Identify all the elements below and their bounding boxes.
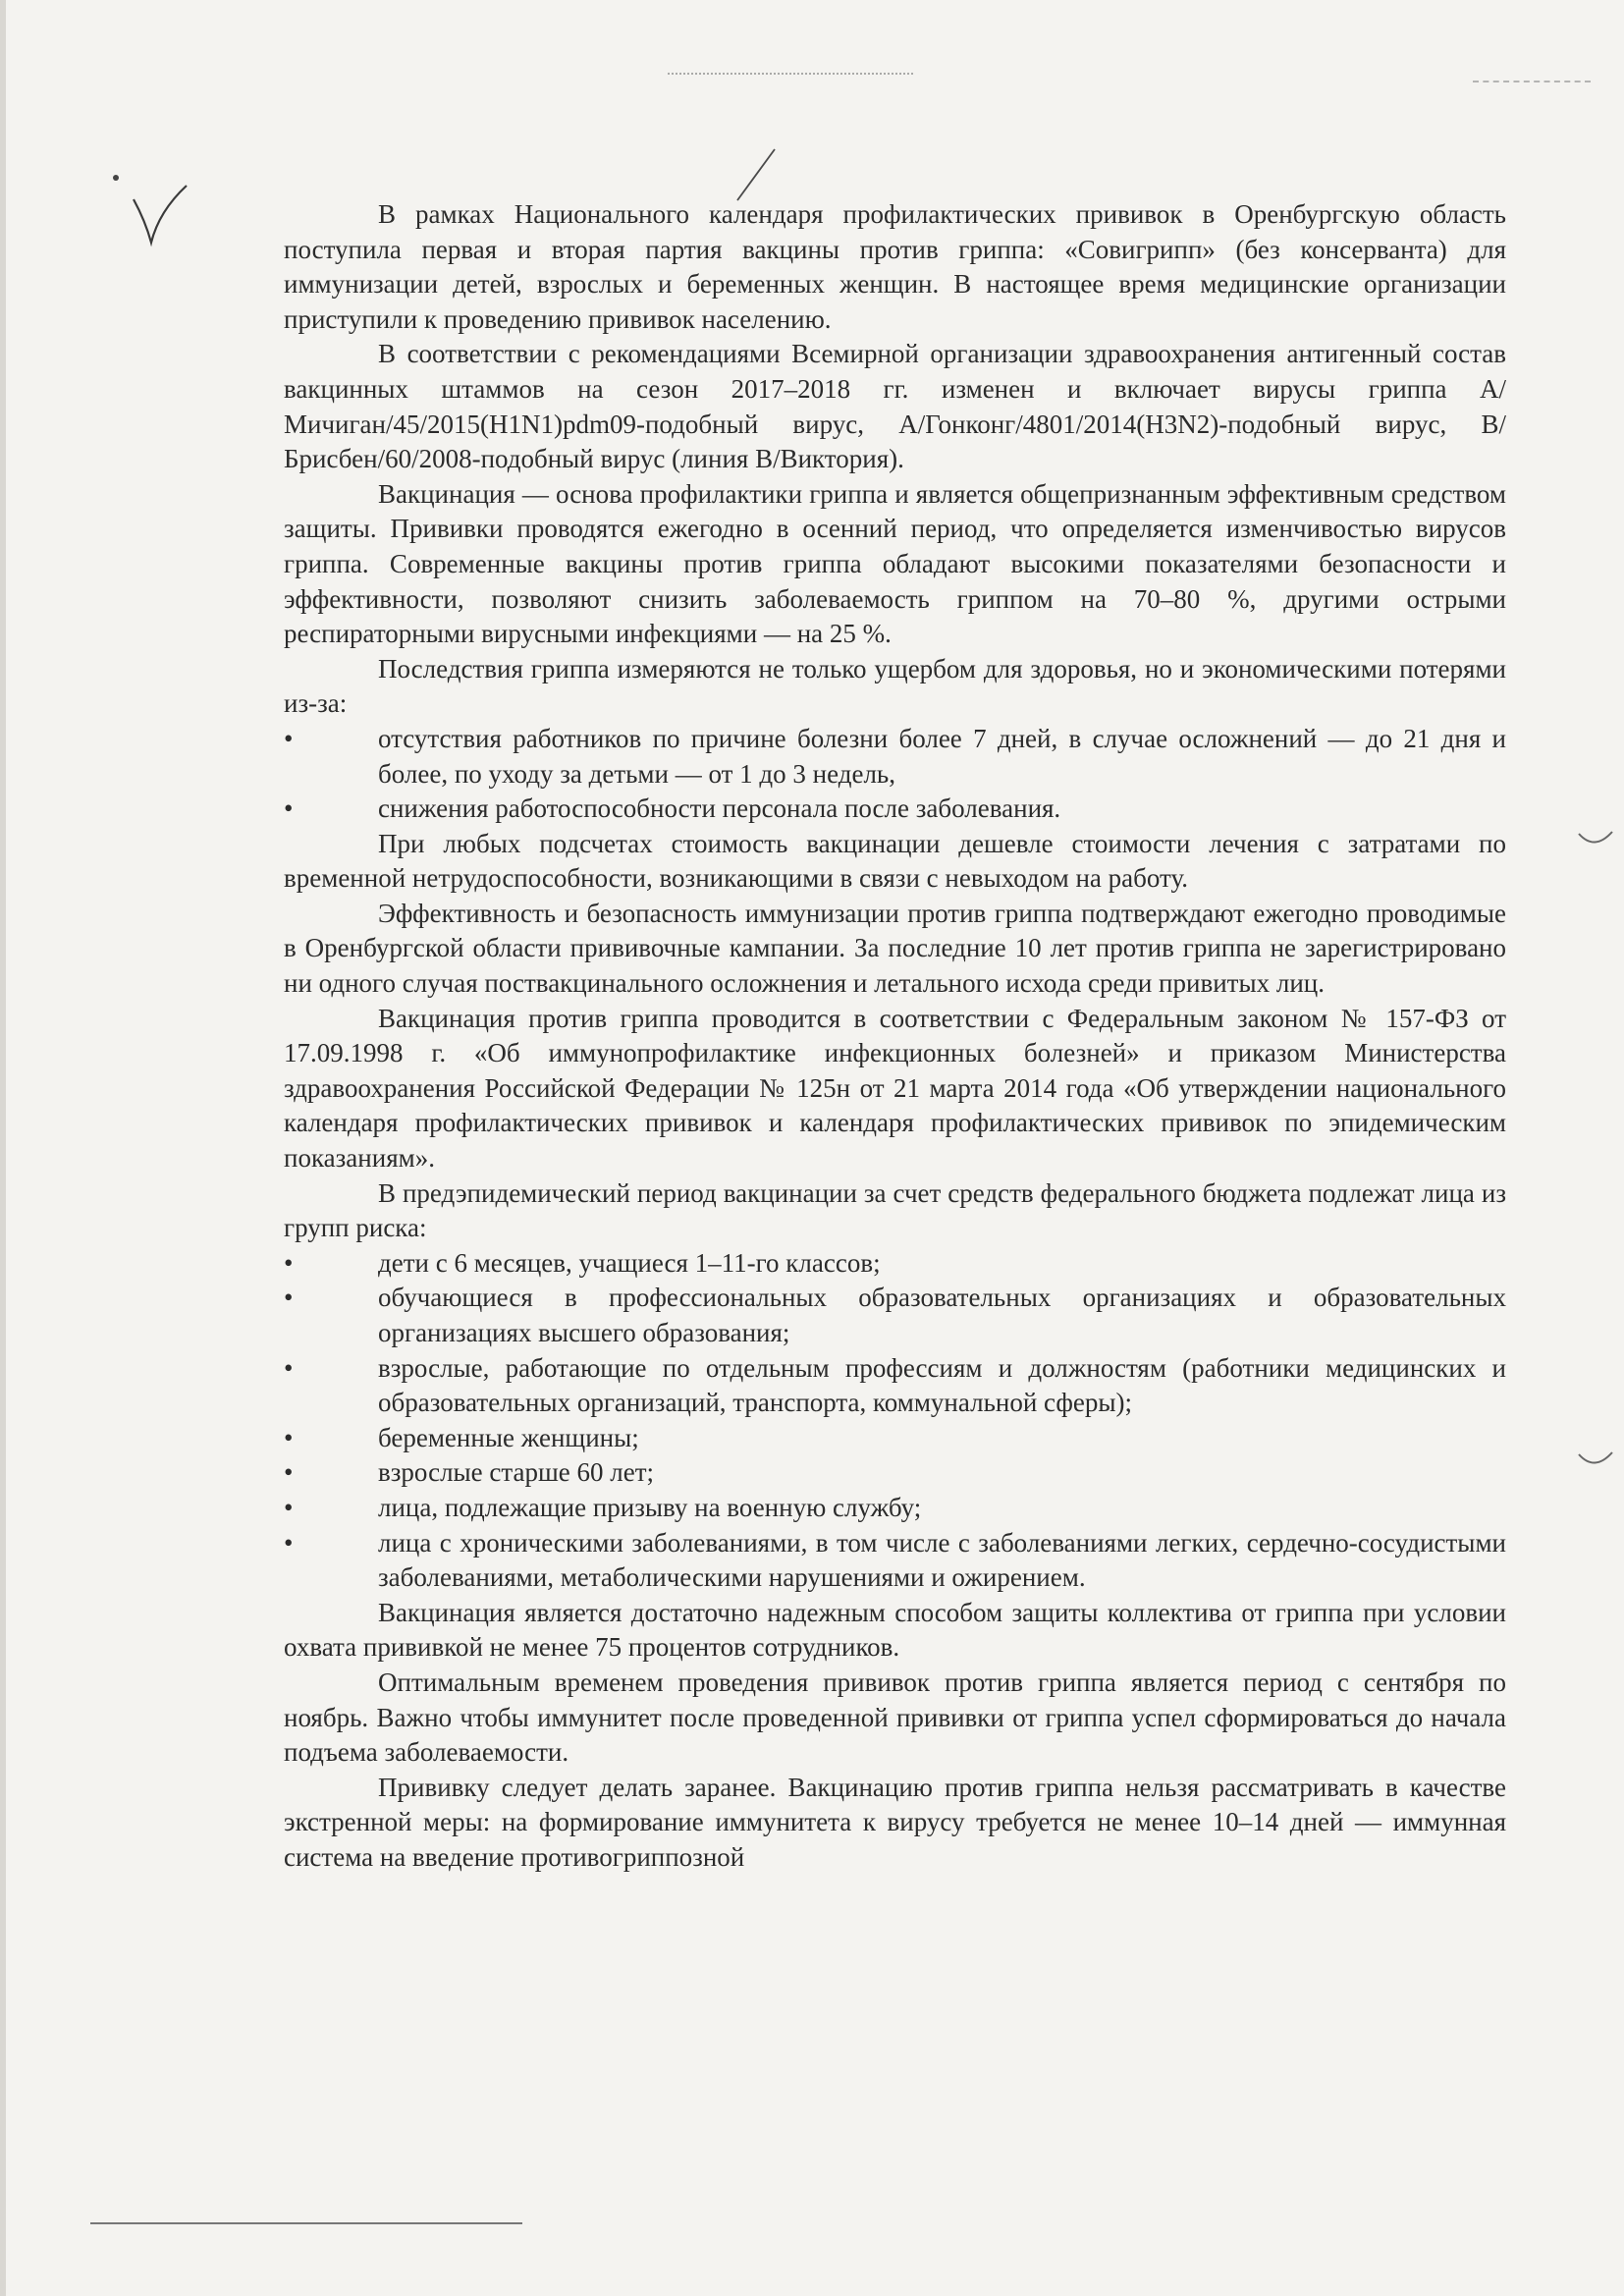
scan-artifact-top (668, 59, 913, 75)
list-item (284, 1246, 1506, 1282)
document-body (284, 197, 1506, 1876)
list-item-text: отсутствия работников по причине болезни более 7 дней, в случае осложнений — до 21 дня и более, по уходу за детьми — от 1 до 3 недель, (378, 723, 1506, 789)
bullet-icon: • (284, 793, 294, 824)
paragraph: Вакцинация является достаточно надежным способом защиты коллектива от гриппа при условии охвата прививкой не менее 75 процентов сотрудников. (284, 1597, 1506, 1663)
list-item-text: дети с 6 месяцев, учащиеся 1–11-го классов; (378, 1247, 881, 1278)
list-item (284, 1491, 1506, 1526)
paragraph: В предэпидемический период вакцинации за счет средств федерального бюджета подлежат лица из групп риска: (284, 1177, 1506, 1243)
punch-hole-mark (1575, 1449, 1614, 1474)
bullet-icon: • (284, 1352, 294, 1383)
handwritten-check-mark (126, 182, 194, 250)
list-item-text: лица, подлежащие призыву на военную службу; (378, 1492, 922, 1522)
list-item (284, 1526, 1506, 1596)
list-item (284, 1455, 1506, 1491)
list-item-text: взрослые, работающие по отдельным профессиям и должностям (работники медицинских и образовательных организаций, транспорта, коммунальной сферы); (378, 1352, 1506, 1418)
list-item-text: беременные женщины; (378, 1422, 639, 1452)
list-item (284, 1421, 1506, 1456)
list-item (284, 722, 1506, 792)
bullet-list (284, 722, 1506, 827)
bullet-icon: • (284, 1247, 294, 1278)
paragraph: Вакцинация против гриппа проводится в соответствии с Федеральным законом № 157-ФЗ от 17.09.1998 г. «Об иммунопрофилактике инфекционных болезней» и приказом Министерства здравоохранения Российской Федерации № 125н от 21 марта 2014 года «Об утверждении национального календаря профилактических прививок и календаря профилактических прививок по эпидемическим показаниям». (284, 1003, 1506, 1174)
list-item-text: обучающиеся в профессиональных образовательных организациях и образовательных организациях высшего образования; (378, 1283, 1506, 1347)
punch-hole-mark (1575, 828, 1614, 853)
bullet-icon: • (284, 1422, 294, 1452)
bullet-icon: • (284, 1457, 294, 1488)
bullet-icon: • (284, 723, 294, 753)
paragraph: Последствия гриппа измеряются не только ущербом для здоровья, но и экономическими потерями из-за: (284, 653, 1506, 719)
list-item (284, 792, 1506, 827)
scan-artifact-top-right (1473, 71, 1591, 82)
paragraph: Прививку следует делать заранее. Вакцинацию против гриппа нельзя рассматривать в качестве экстренной меры: на формирование иммунитета к вирусу требуется не менее 10–14 дней — иммунная система на введение противогриппозной (284, 1772, 1506, 1872)
paragraph: Эффективность и безопасность иммунизации против гриппа подтверждают ежегодно проводимые в Оренбургской области прививочные кампании. За последние 10 лет против гриппа не зарегистрировано ни одного случая поствакцинального осложнения и летального исхода среди привитых лиц. (284, 898, 1506, 999)
bullet-list (284, 1246, 1506, 1596)
paragraph: В рамках Национального календаря профилактических прививок в Оренбургскую область поступила первая и вторая партия вакцины против гриппа: «Совигрипп» (без консерванта) для иммунизации детей, взрослых и беременных женщин. В настоящее время медицинские организации приступили к проведению прививок населению. (284, 199, 1506, 334)
list-item-text: взрослые старше 60 лет; (378, 1457, 655, 1488)
list-item (284, 1351, 1506, 1421)
paragraph: В соответствии с рекомендациями Всемирной организации здравоохранения антигенный состав вакцинных штаммов на сезон 2017–2018 гг. изменен и включает вирусы гриппа А/Мичиган/45/2015(H1N1)pdm09-подобный вирус, А/Гонконг/4801/2014(H3N2)-подобный вирус, В/Брисбен/60/2008-подобный вирус (линия В/Виктория). (284, 339, 1506, 474)
scan-edge (0, 0, 6, 2296)
list-item-text: снижения работоспособности персонала после заболевания. (378, 793, 1061, 824)
bullet-icon: • (284, 1283, 294, 1313)
paragraph: Оптимальным временем проведения прививок против гриппа является период с сентября по ноябрь. Важно чтобы иммунитет после проведенной прививки от гриппа успел сформироваться до начала подъема заболеваемости. (284, 1667, 1506, 1768)
paragraph: Вакцинация — основа профилактики гриппа и является общепризнанным эффективным средством защиты. Прививки проводятся ежегодно в осенний период, что определяется изменчивостью вирусов гриппа. Современные вакцины против гриппа обладают высокими показателями безопасности и эффективности, позволяют снизить заболеваемость гриппом на 70–80 %, другими острыми респираторными вирусными инфекциями — на 25 %. (284, 478, 1506, 649)
handwritten-slash-mark (731, 145, 781, 204)
list-item (284, 1281, 1506, 1350)
footer-rule (90, 2222, 522, 2224)
paragraph: При любых подсчетах стоимость вакцинации дешевле стоимости лечения с затратами по временной нетрудоспособности, возникающими в связи с невыходом на работу. (284, 828, 1506, 894)
pen-dot-mark (113, 175, 119, 181)
list-item-text: лица с хроническими заболеваниями, в том числе с заболеваниями легких, сердечно-сосудистыми заболеваниями, метаболическими нарушениями и ожирением. (378, 1527, 1506, 1593)
bullet-icon: • (284, 1492, 294, 1522)
bullet-icon: • (284, 1527, 294, 1558)
